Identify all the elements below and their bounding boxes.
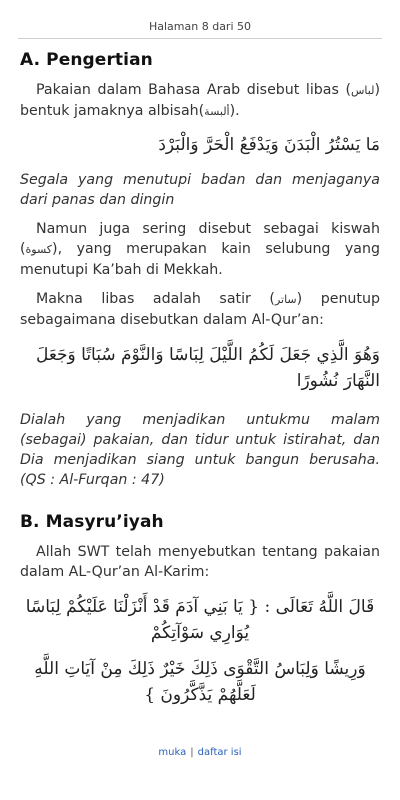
paragraph-masyruiyah: Allah SWT telah menyebutkan tentang pakaian dalam AL-Qur’an Al-Karim: <box>20 544 380 580</box>
arabic-word-albisah: ألبسة <box>204 105 230 118</box>
header-divider <box>18 38 382 39</box>
page-indicator: Halaman 8 dari 50 <box>148 20 252 33</box>
paragraph-text: Namun juga sering disebut sebagai kiswah ( <box>20 221 380 257</box>
page-footer-nav <box>0 747 400 758</box>
paragraph-kiswah <box>20 219 380 280</box>
verse-translation-furqan: Dialah yang menjadikan untukmu malam (sebagai) pakaian, dan tidur untuk istirahat, dan Dia menjadikan siang untuk bangun berusaha. (QS : Al-Furqan : 47) <box>20 412 380 488</box>
arabic-word-libas: لباس <box>351 84 375 97</box>
arabic-definition: مَا يَسْتُرُ الْبَدَنَ وَيَدْفَعُ الْحَرَّ وَالْبَرْدَ <box>158 135 380 155</box>
paragraph-libas <box>20 80 380 122</box>
paragraph-text: ) bentuk jamaknya albisah( <box>20 82 380 119</box>
arabic-word-kiswah: كسوة <box>25 243 53 256</box>
paragraph-satir <box>20 289 380 330</box>
section-title-pengertian: A. Pengertian <box>20 50 153 70</box>
paragraph-text: Pakaian dalam Bahasa Arab disebut libas ( <box>36 82 351 98</box>
quran-verse-line-2: وَرِيشًا وَلِبَاسُ التَّقْوَى ذَلِكَ خَيْرٌ ذَلِكَ مِنْ آيَاتِ اللَّهِ لَعَلَّهُمْ يَذَّكَّرُونَ } <box>34 659 366 705</box>
table-of-contents-link[interactable]: daftar isi <box>197 747 242 758</box>
quran-verse-furqan: وَهُوَ الَّذِي جَعَلَ لَكُمُ اللَّيْلَ لِبَاسًا وَالنَّوْمَ سُبَاتًا وَجَعَلَ النَّهَارَ نُشُورًا <box>35 345 380 391</box>
home-link[interactable]: muka <box>158 747 187 758</box>
definition-translation: Segala yang menutupi badan dan menjaganya dari panas dan dingin <box>20 172 380 208</box>
footer-separator: | <box>190 747 194 758</box>
paragraph-text: ). <box>229 103 240 119</box>
paragraph-text: ), yang merupakan kain selubung yang menutupi Ka’bah di Mekkah. <box>20 241 380 278</box>
paragraph-text: Makna libas adalah satir ( <box>36 291 275 307</box>
quran-verse-line-1: قَالَ اللَّهُ تَعَالَى : { يَا بَنِي آدَمَ قَدْ أَنْزَلْنَا عَلَيْكُمْ لِبَاسًا يُوَارِي سَوْآتِكُمْ <box>25 597 375 643</box>
arabic-word-satir: ساتر <box>274 293 297 306</box>
paragraph-text: ) penutup sebagaimana disebutkan dalam Al-Qur’an: <box>20 291 380 328</box>
section-title-masyruiyah: B. Masyru’iyah <box>20 512 164 532</box>
page-content <box>0 50 400 708</box>
